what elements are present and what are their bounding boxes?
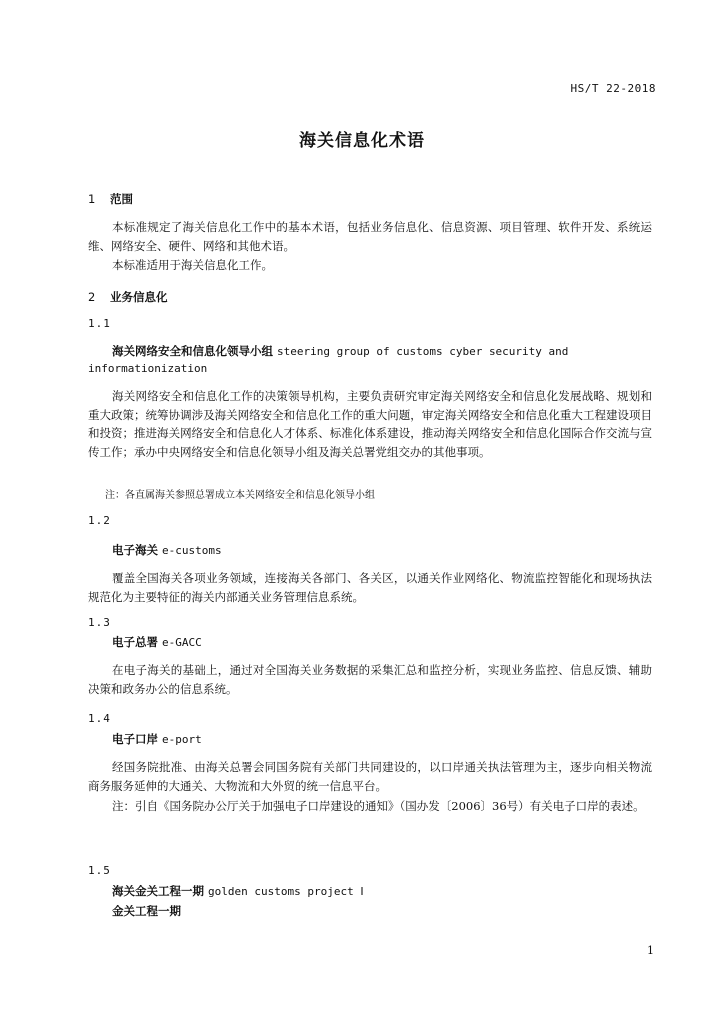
term-line <box>112 343 568 359</box>
alternative-term: 金关工程一期 <box>112 904 181 918</box>
section-number: 1 <box>88 192 96 206</box>
term-line <box>112 634 202 650</box>
definition: 经国务院批准、由海关总署会同国务院有关部门共同建设的，以口岸通关执法管理为主，逐步向相关物流商务服务延伸的大通关、大物流和大外贸的统一信息平台。 <box>88 760 652 793</box>
definition: 在电子海关的基础上，通过对全国海关业务数据的采集汇总和监控分析，实现业务监控、信息反馈、辅助决策和政务办公的信息系统。 <box>88 663 652 696</box>
term-line <box>112 883 364 899</box>
standard-code: HS/T 22-2018 <box>570 82 656 95</box>
entry-number: 1.1 <box>88 317 111 330</box>
term-cn: 电子海关 <box>112 543 158 557</box>
entry-number: 1.5 <box>88 864 111 877</box>
term-cn: 电子口岸 <box>112 732 158 746</box>
entry-number: 1.3 <box>88 616 111 629</box>
section-title: 业务信息化 <box>110 290 168 304</box>
term-en: steering group of customs cyber security and <box>277 345 569 358</box>
entry-number: 1.4 <box>88 712 111 725</box>
term-cn: 电子总署 <box>112 635 158 649</box>
section-2-heading <box>88 289 168 305</box>
term-cn: 海关网络安全和信息化领导小组 <box>112 344 273 358</box>
section-number: 2 <box>88 290 96 304</box>
page-number: 1 <box>647 944 654 957</box>
note: 注：各直属海关参照总署成立本关网络安全和信息化领导小组 <box>105 490 375 501</box>
scope-paragraph-1: 本标准规定了海关信息化工作中的基本术语，包括业务信息化、信息资源、项目管理、软件开发、系统运维、网络安全、硬件、网络和其他术语。 <box>88 220 652 253</box>
term-en: informationization <box>88 362 208 375</box>
term-cn: 海关金关工程一期 <box>112 884 204 898</box>
term-en: e-port <box>162 733 202 746</box>
scope-paragraph-2: 本标准适用于海关信息化工作。 <box>112 258 273 272</box>
term-en: e-GACC <box>162 636 202 649</box>
term-line <box>112 542 222 558</box>
note: 注：引自《国务院办公厅关于加强电子口岸建设的通知》（国办发〔2006〕36号）有关电子口岸的表述。 <box>112 799 645 813</box>
term-line <box>112 731 202 747</box>
section-1-heading <box>88 191 133 207</box>
definition: 海关网络安全和信息化工作的决策领导机构，主要负责研究审定海关网络安全和信息化发展战略、规划和重大政策；统筹协调涉及海关网络安全和信息化工作的重大问题，审定海关网络安全和信息化重大工程建设项目和投资；推进海关网络安全和信息化人才体系、标准化体系建设，推动海关网络安全和信息化国际合作交流与宣传工作；承办中央网络安全和信息化领导小组及海关总署党组交办的其他事项。 <box>88 389 652 459</box>
entry-number: 1.2 <box>88 514 111 527</box>
section-title: 范围 <box>110 192 134 206</box>
definition: 覆盖全国海关各项业务领域，连接海关各部门、各关区，以通关作业网络化、物流监控智能化和现场执法规范化为主要特征的海关内部通关业务管理信息系统。 <box>88 571 652 604</box>
term-line-continued <box>88 361 207 375</box>
term-en: e-customs <box>162 544 222 557</box>
term-en: golden customs project Ⅰ <box>208 885 364 898</box>
document-title: 海关信息化术语 <box>299 131 425 151</box>
